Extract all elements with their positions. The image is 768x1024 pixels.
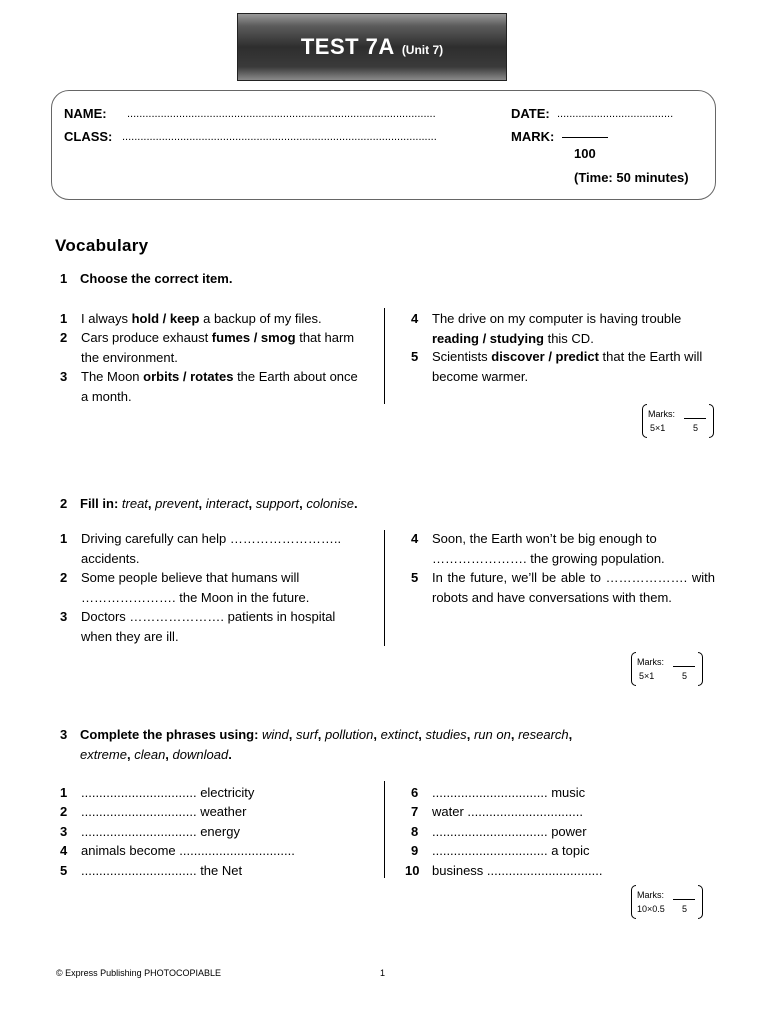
marks-line (673, 899, 695, 900)
item-options[interactable]: orbits / rotates (143, 369, 234, 384)
section-heading: Vocabulary (55, 236, 149, 255)
item-text: Driving carefully can help …………………….. accidents. (81, 531, 342, 566)
task-number: 3 (60, 727, 68, 742)
marks-label: Marks: (648, 409, 675, 419)
marks-label: Marks: (637, 890, 664, 900)
word-option: support (255, 496, 300, 511)
task-2-instruction: 2 Fill in: treat, prevent, interact, support, colonise. (60, 496, 358, 511)
marks-calc: 10×0.5 (637, 904, 665, 914)
name-field[interactable]: ..................................................................................................... (127, 108, 436, 120)
item-text: The Moon (81, 369, 144, 384)
date-label: DATE: (511, 106, 550, 121)
item-number: 9 (411, 843, 419, 858)
item-text: Doctors …………………. patients in hospital when they are ill. (81, 609, 336, 644)
item-text: ................................ energy (81, 824, 240, 839)
word-option: treat (121, 496, 148, 511)
item-text: business ................................ (432, 863, 603, 878)
task-3-instruction: 3 Complete the phrases using: wind, surf, pollution, extinct, studies, run on, research, extreme, clean, download. (60, 727, 573, 762)
word-option: interact (205, 496, 249, 511)
item-text: Cars produce exhaust (81, 330, 212, 345)
item-text: ................................ a topic (432, 843, 590, 858)
item-options[interactable]: discover / predict (491, 349, 599, 364)
item-number: 7 (411, 804, 419, 819)
marks-total: 5 (682, 904, 688, 914)
copyright-notice: © Express Publishing PHOTOCOPIABLE (56, 968, 222, 978)
item-text: animals become ................................ (81, 843, 295, 858)
item-number: 2 (60, 330, 68, 345)
item-number: 4 (411, 311, 419, 326)
item-number: 5 (411, 349, 419, 364)
task-number: 2 (60, 496, 68, 511)
test-title-banner (237, 13, 507, 81)
task-text: Choose the correct item. (80, 271, 233, 286)
marks-label: Marks: (637, 657, 664, 667)
item-text: ................................ weather (81, 804, 247, 819)
item-text: that harm the environment. (81, 330, 355, 365)
item-text: ................................ electricity (81, 785, 255, 800)
item-number: 6 (411, 785, 419, 800)
item-number: 5 (60, 863, 68, 878)
item-text: In the future, we’ll be able to ………………. with robots and have conversations with them. (432, 570, 715, 605)
item-number: 3 (60, 609, 68, 624)
word-option: extinct (380, 727, 419, 742)
marks-line (684, 418, 706, 419)
mark-label: MARK: (511, 129, 555, 144)
marks-line (673, 666, 695, 667)
date-field[interactable]: ...................................... (557, 108, 674, 120)
item-text: ................................ the Net (81, 863, 243, 878)
task-number: 1 (60, 271, 68, 286)
item-text: the Earth about once a month. (81, 369, 358, 404)
item-options[interactable]: hold / keep (131, 311, 200, 326)
class-label: CLASS: (64, 129, 113, 144)
task-1-instruction (60, 271, 232, 286)
item-options[interactable]: fumes / smog (211, 330, 296, 345)
word-option: pollution (324, 727, 374, 742)
word-option: clean (134, 747, 166, 762)
test-title: TEST 7A (300, 34, 395, 59)
item-text: I always (81, 311, 132, 326)
word-option: research (518, 727, 569, 742)
marks-calc: 5×1 (639, 671, 655, 681)
item-text: ................................ power (432, 824, 587, 839)
mark-fraction-line (562, 137, 608, 138)
item-options[interactable]: reading / studying (432, 330, 544, 346)
column-divider (384, 781, 385, 878)
item-number: 10 (405, 863, 420, 878)
item-number: 2 (60, 570, 68, 585)
name-label: NAME: (64, 106, 107, 121)
item-text: ................................ music (432, 785, 586, 800)
item-text: The drive on my computer is having trouble (432, 311, 682, 326)
page-number: 1 (380, 968, 386, 978)
task-text: Fill in: (80, 496, 119, 511)
item-number: 5 (411, 570, 419, 585)
time-limit: (Time: 50 minutes) (574, 170, 689, 185)
marks-calc: 5×1 (650, 423, 666, 433)
word-option: wind (262, 727, 289, 742)
word-option: run on (473, 727, 511, 742)
marks-box (631, 885, 703, 919)
word-option: download (172, 747, 229, 762)
item-text: water ................................ (432, 804, 583, 819)
word-option: colonise (306, 496, 355, 511)
item-text: that the Earth will become warmer. (432, 349, 703, 384)
word-option: studies (425, 727, 467, 742)
word-option: extreme (80, 747, 127, 762)
marks-box (642, 404, 714, 438)
item-number: 8 (411, 824, 419, 839)
task-text: Complete the phrases using: (80, 727, 259, 742)
mark-total: 100 (574, 146, 596, 161)
item-number: 3 (60, 369, 68, 384)
marks-box (631, 652, 703, 686)
item-number: 4 (411, 531, 419, 546)
column-divider (384, 530, 385, 646)
marks-total: 5 (693, 423, 699, 433)
item-number: 1 (60, 785, 68, 800)
item-number: 3 (60, 824, 68, 839)
word-option: surf (296, 727, 318, 742)
marks-total: 5 (682, 671, 688, 681)
item-number: 4 (60, 843, 68, 858)
item-number: 2 (60, 804, 68, 819)
item-text: Scientists (432, 349, 492, 364)
item-text: Soon, the Earth won’t be big enough to …………………. the growing population. (432, 531, 665, 566)
word-option: prevent (155, 496, 199, 511)
item-text: this CD. (543, 330, 594, 346)
column-divider (384, 308, 385, 404)
class-field[interactable]: ....................................................................................................... (122, 131, 437, 143)
item-number: 1 (60, 531, 68, 546)
item-text: a backup of my files. (199, 311, 322, 326)
item-number: 1 (60, 311, 68, 326)
unit-label: (Unit 7) (401, 42, 444, 57)
item-text: Some people believe that humans will …………………. the Moon in the future. (81, 570, 310, 605)
